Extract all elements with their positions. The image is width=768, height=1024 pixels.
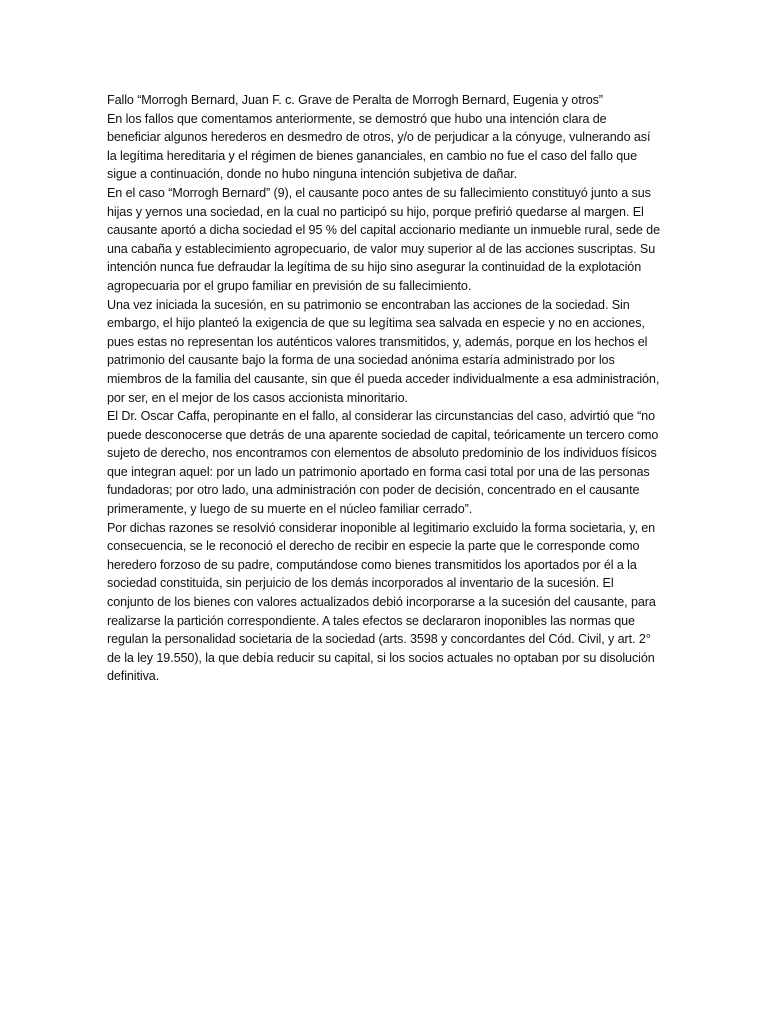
paragraph-3: Una vez iniciada la sucesión, en su patrimonio se encontraban las acciones de la sociedad. Sin embargo, el hijo planteó la exigencia de que su legítima sea salvada en especie y no en acciones, pues estas no representan los auténticos valores transmitidos, y, además, porque en los hechos el patrimonio del causante bajo la forma de una sociedad anónima estaría administrado por los miembros de la familia del causante, sin que él pueda acceder individualmente a esa administración, por ser, en el mejor de los casos accionista minoritario.	[107, 297, 660, 405]
paragraph-1: En los fallos que comentamos anteriormente, se demostró que hubo una intención clara de beneficiar algunos herederos en desmedro de otros, y/o de perjudicar a la cónyuge, vulnerando así la legítima hereditaria y el régimen de bienes gananciales, en cambio no fue el caso del fallo que sigue a continuación, donde no hubo ninguna intención subjetiva de dañar.	[107, 111, 651, 182]
paragraph-5: Por dichas razones se resolvió considerar inoponible al legitimario excluido la forma societaria, y, en consecuencia, se le reconoció el derecho de recibir en especie la parte que le corresponde como heredero forzoso de su padre, computándose como bienes transmitidos los aportados por él a la sociedad constituida, sin perjuicio de los demás incorporados al inventario de la sucesión. El conjunto de los bienes con valores actualizados debió incorporarse a la sucesión del causante, para realizarse la partición correspondiente. A tales efectos se declararon inoponibles las normas que regulan la personalidad societaria de la sociedad (arts. 3598 y concordantes del Cód. Civil, y art. 2° de la ley 19.550), la que debía reducir su capital, si los socios actuales no optaban por su disolución definitiva.	[107, 520, 656, 684]
document-title: Fallo “Morrogh Bernard, Juan F. c. Grave de Peralta de Morrogh Bernard, Eugenia y otros”	[107, 93, 603, 107]
paragraph-4: El Dr. Oscar Caffa, peropinante en el fallo, al considerar las circunstancias del caso, advirtió que “no puede desconocerse que detrás de una aparente sociedad de capital, teóricamente un tercero como sujeto de derecho, nos encontramos con elementos de absoluto predominio de los individuos físicos que integran aquel: por un lado un patrimonio aportado en forma casi total por una de las personas fundadoras; por otro lado, una administración con poder de decisión, concentrado en el causante primeramente, y luego de su muerte en el núcleo familiar cerrado”.	[107, 409, 659, 517]
document-body	[107, 91, 663, 686]
paragraph-2: En el caso “Morrogh Bernard” (9), el causante poco antes de su fallecimiento constituyó junto a sus hijas y yernos una sociedad, en la cual no participó su hijo, porque prefirió quedarse al margen. El causante aportó a dicha sociedad el 95 % del capital accionario mediante un inmueble rural, sede de una cabaña y establecimiento agropecuario, de valor muy superior al de las acciones suscriptas. Su intención nunca fue defraudar la legítima de su hijo sino asegurar la continuidad de la explotación agropecuaria por el grupo familiar en previsión de su fallecimiento.	[107, 185, 660, 293]
